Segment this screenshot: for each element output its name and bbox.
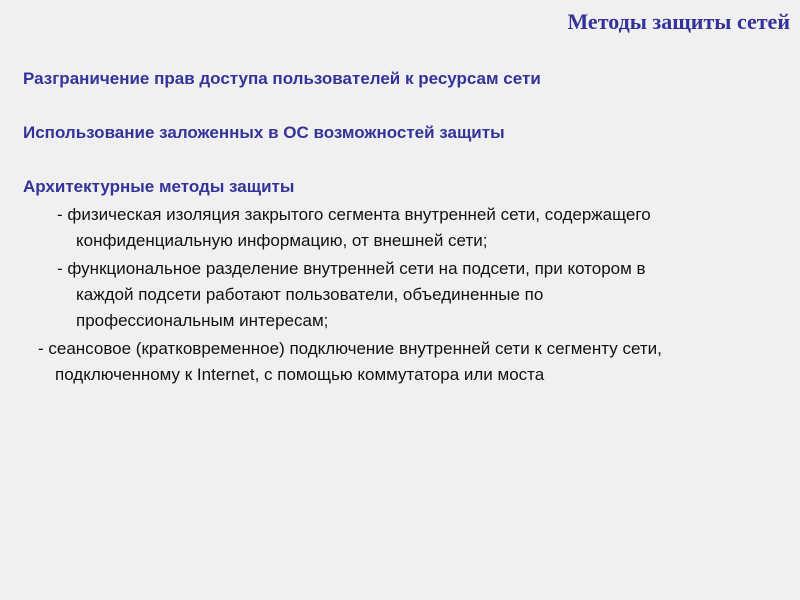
bullet-physical-isolation [57, 202, 651, 254]
heading-architectural-methods: Архитектурные методы защиты [23, 177, 295, 196]
bullet-line: профессиональным интересам; [76, 311, 329, 330]
bullet-line: каждой подсети работают пользователи, объединенные по [76, 285, 544, 304]
bullet-line: - сеансовое (кратковременное) подключение внутренней сети к сегменту сети, [38, 339, 662, 358]
bullet-session-connection [38, 336, 662, 388]
bullet-line: подключенному к Internet, с помощью коммутатора или моста [55, 365, 545, 384]
bullet-line: - функциональное разделение внутренней сети на подсети, при котором в [57, 259, 646, 278]
heading-os-protection: Использование заложенных в ОС возможностей защиты [23, 123, 505, 142]
bullet-line: конфиденциальную информацию, от внешней сети; [76, 231, 488, 250]
bullet-line: - физическая изоляция закрытого сегмента внутренней сети, содержащего [57, 205, 651, 224]
heading-access-rights: Разграничение прав доступа пользователей к ресурсам сети [23, 69, 541, 88]
slide-title: Методы защиты сетей [567, 9, 790, 34]
bullet-functional-division [57, 256, 646, 334]
